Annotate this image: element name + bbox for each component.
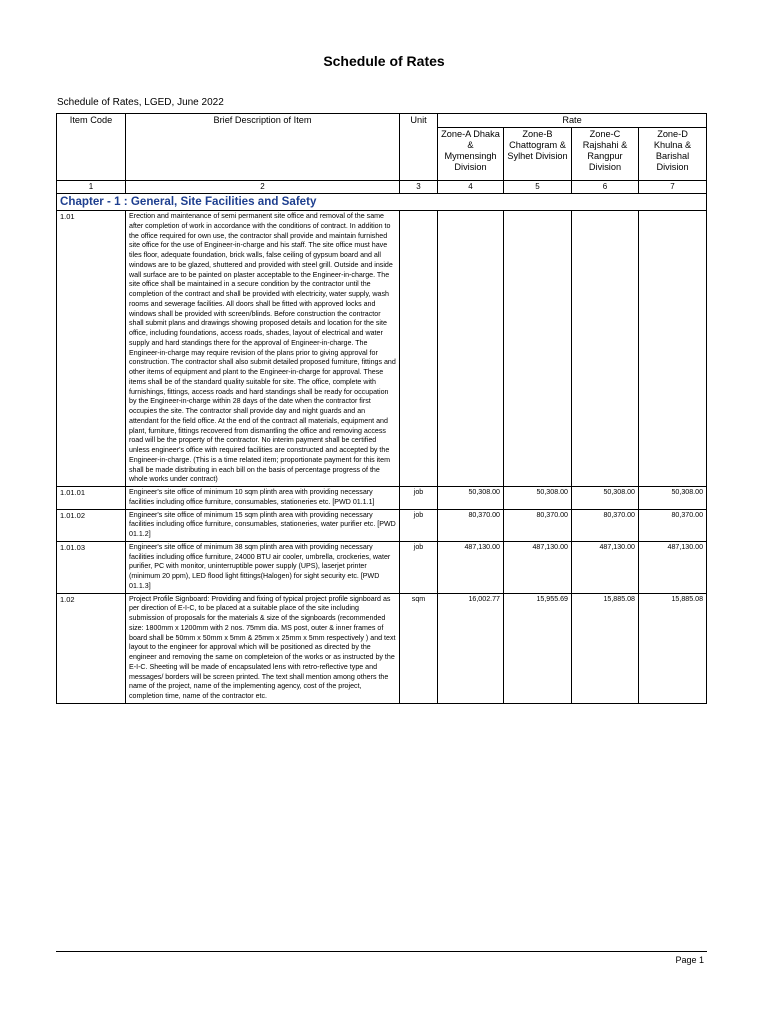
rate-zone-d: 50,308.00 bbox=[639, 487, 707, 510]
item-description: Project Profile Signboard: Providing and fixing of typical project profile signboard as per direction of E-I-C, to be placed at a suitable place of the site including submission of proposals for the materials & size of the signboards (recommended size: 1800mm x 1200mm with 2 nos. 75mm dia. MS post, outer & inner frames of board shall be 50mm x 50mm x 5mm & 25mm x 25mm x 5mm respectively ) and text layout to the engineer for approval which will be positioned as directed by the engineer and removing the same on completeion of the works or as instructed by the E-I-C. Sheeting will be made of encapsulated lens with retro-reflective type and messages/ borders will be screen printed. The text shall mention among others the name of the project, name of the implementing agency, cost of the project, completion time, name of the contractor etc. bbox=[126, 593, 400, 703]
item-description: Engineer's site office of minimum 10 sqm plinth area with providing necessary facilities including office furniture, consumables, stationeries etc. [PWD 01.1.1] bbox=[126, 487, 400, 510]
header-zone-b: Zone-B Chattogram & Sylhet Division bbox=[504, 128, 572, 181]
column-number: 1 bbox=[57, 181, 126, 194]
rate-zone-b: 15,955.69 bbox=[504, 593, 572, 703]
item-unit: job bbox=[400, 509, 438, 541]
rate-zone-c: 15,885.08 bbox=[572, 593, 639, 703]
rate-zone-c bbox=[572, 211, 639, 487]
rate-zone-b bbox=[504, 211, 572, 487]
item-code: 1.02 bbox=[57, 593, 126, 703]
table-row bbox=[57, 211, 707, 487]
page-number: Page 1 bbox=[675, 955, 704, 965]
header-description: Brief Description of Item bbox=[126, 114, 400, 181]
header-unit: Unit bbox=[400, 114, 438, 181]
item-unit: job bbox=[400, 487, 438, 510]
header-zone-c: Zone-C Rajshahi & Rangpur Division bbox=[572, 128, 639, 181]
chapter-title: Chapter - 1 : General, Site Facilities and Safety bbox=[57, 194, 707, 211]
item-unit: sqm bbox=[400, 593, 438, 703]
page-title: Schedule of Rates bbox=[323, 53, 445, 69]
rate-zone-a: 16,002.77 bbox=[438, 593, 504, 703]
table-row bbox=[57, 487, 707, 510]
rate-zone-b: 487,130.00 bbox=[504, 541, 572, 593]
item-unit bbox=[400, 211, 438, 487]
header-row bbox=[57, 114, 707, 128]
rate-zone-d: 487,130.00 bbox=[639, 541, 707, 593]
column-number: 5 bbox=[504, 181, 572, 194]
rate-zone-a: 50,308.00 bbox=[438, 487, 504, 510]
column-number: 4 bbox=[438, 181, 504, 194]
item-code: 1.01.01 bbox=[57, 487, 126, 510]
rate-zone-c: 80,370.00 bbox=[572, 509, 639, 541]
column-number: 3 bbox=[400, 181, 438, 194]
item-code: 1.01.02 bbox=[57, 509, 126, 541]
item-code: 1.01.03 bbox=[57, 541, 126, 593]
header-rate: Rate bbox=[438, 114, 707, 128]
rate-zone-d: 15,885.08 bbox=[639, 593, 707, 703]
column-number-row bbox=[57, 181, 707, 194]
rate-zone-b: 80,370.00 bbox=[504, 509, 572, 541]
item-code: 1.01 bbox=[57, 211, 126, 487]
header-zone-d: Zone-D Khulna & Barishal Division bbox=[639, 128, 707, 181]
footer-divider bbox=[56, 951, 707, 952]
rates-table bbox=[56, 113, 707, 704]
column-number: 7 bbox=[639, 181, 707, 194]
chapter-row bbox=[57, 194, 707, 211]
item-description: Engineer's site office of minimum 38 sqm plinth area with providing necessary facilities including office furniture, 24000 BTU air cooler, umbrella, crockeries, water purifier, PC with monitor, uninterruptible power supply (UPS), laserjet printer (minimum 20 ppm), LED flood light fittings(Halogen) for sight security etc. [PWD 01.1.3] bbox=[126, 541, 400, 593]
header-item-code: Item Code bbox=[57, 114, 126, 181]
rate-zone-c: 50,308.00 bbox=[572, 487, 639, 510]
rate-zone-c: 487,130.00 bbox=[572, 541, 639, 593]
column-number: 6 bbox=[572, 181, 639, 194]
rate-zone-a: 80,370.00 bbox=[438, 509, 504, 541]
item-unit: job bbox=[400, 541, 438, 593]
table-row bbox=[57, 541, 707, 593]
item-description: Erection and maintenance of semi permanent site office and removal of the same after completion of work in accordance with the conditions of contract. In addition to the office required for own use, the contractor shall provide and maintain furnished site office for the use of Engineer-in-charge and his staff. The site office must have tiles floor, adequate foundation, brick walls, false ceiling of gypsum board and all windows are to be glazed, shuttered and provided with steel grill. Outside and inside wall surface are to be painted on plaster acceptable to the Engineer-in-charge. The site office shall be maintained in a secure condition by the contractor until the completion of the contract and shall be provided with electricity, water supply, wash rooms and sewerage facilities. All doors shall be fitted with approved locks and windows shall be provided with screen/blinds. Before construction the contractor shall submit plans and drawings showing proposed details and location for the site office, including foundations, access roads, shades, layout of electrical and water supply and hard standings there for the approval of Engineer-in-charge. The Engineer-in-charge may require revision of the plans prior to giving approval for construction. The contractor shall also submit detailed proposed furniture, fittings and other items of equipment and plant to the Engineer-in-charge for approval. These items shall be of the standard quality suitable for site. The office, complete with furnishings, fittings, access roads and hard standings shall be ready for occupation by the Engineer-in-charge within 28 days of the date when the contractor first occupies the site. The contractor shall provide day and night guards and an attendant for the field office. At the end of the contract all materials, equipment and plant, furniture, fittings recovered from dismantling the office and removing access road will be the property of the contractor. No interim payment shall be certified unless engineer's office with required facilities are constructed and accepted by the Engineer-in-charge. (This is a time related item; proportionate payment for this item shall be made distributing in each bill on the basis of percentage progress of the whole works under contract) bbox=[126, 211, 400, 487]
item-description: Engineer's site office of minimum 15 sqm plinth area with providing necessary facilities including office furniture, consumables, stationeries, water purifier etc. [PWD 01.1.2] bbox=[126, 509, 400, 541]
rate-zone-b: 50,308.00 bbox=[504, 487, 572, 510]
rate-zone-d bbox=[639, 211, 707, 487]
header-zone-a: Zone-A Dhaka & Mymensingh Division bbox=[438, 128, 504, 181]
column-number: 2 bbox=[126, 181, 400, 194]
rate-zone-a bbox=[438, 211, 504, 487]
rate-zone-d: 80,370.00 bbox=[639, 509, 707, 541]
document-subtitle: Schedule of Rates, LGED, June 2022 bbox=[57, 97, 224, 108]
table-row bbox=[57, 509, 707, 541]
table-row bbox=[57, 593, 707, 703]
rate-zone-a: 487,130.00 bbox=[438, 541, 504, 593]
